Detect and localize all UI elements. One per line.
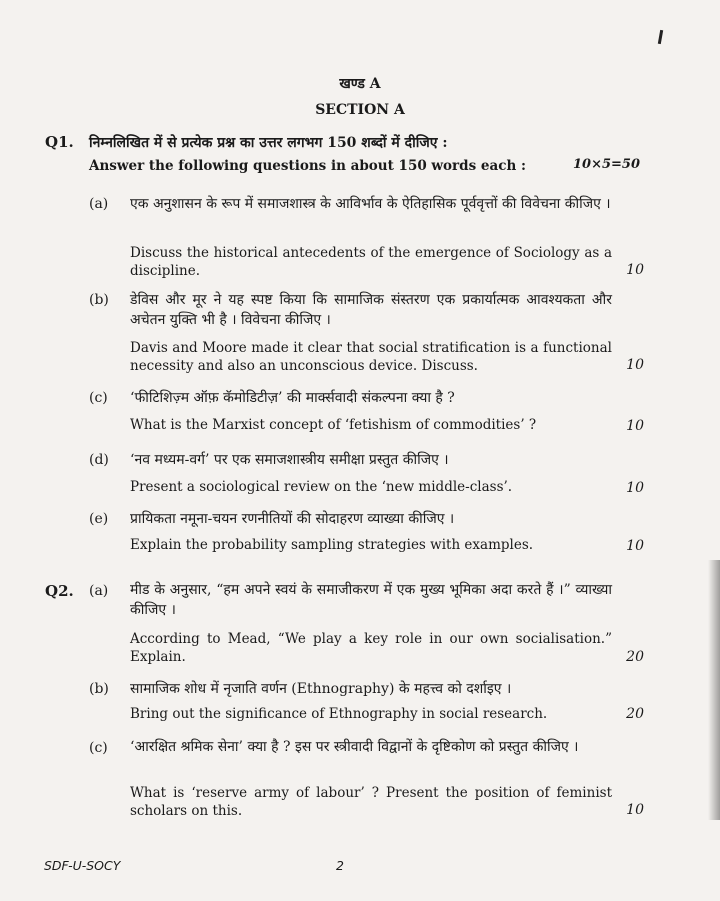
stray-mark [658, 30, 663, 44]
q1c-label: (c) [89, 390, 108, 406]
q2b-label: (b) [89, 681, 109, 697]
q2b-english: Bring out the significance of Ethnography in social research. [130, 706, 548, 722]
q2c-marks: 10 [626, 802, 644, 818]
q1a-marks: 10 [626, 262, 644, 278]
q1b-marks: 10 [626, 357, 644, 373]
section-title-english: SECTION A [315, 102, 405, 118]
q1d-hindi: ‘नव मध्यम-वर्ग’ पर एक समाजशास्त्रीय समीक्षा प्रस्तुत कीजिए । [130, 452, 449, 468]
q2b-marks: 20 [626, 706, 644, 722]
q1-number: Q1. [45, 133, 74, 151]
q2b-hindi: सामाजिक शोध में नृजाति वर्णन (Ethnography) के महत्त्व को दर्शाइए । [130, 681, 512, 697]
q1c-marks: 10 [626, 418, 644, 434]
q1d-label: (d) [89, 452, 109, 468]
q2c-english: What is ‘reserve army of labour’ ? Present the position of feminist scholars on this. [130, 785, 612, 819]
q1e-english: Explain the probability sampling strategies with examples. [130, 537, 534, 553]
q2c-hindi: ‘आरक्षित श्रमिक सेना’ क्या है ? इस पर स्त्रीवादी विद्वानों के दृष्टिकोण को प्रस्तुत कीजिए । [130, 739, 579, 755]
q1b-label: (b) [89, 292, 109, 308]
q1e-label: (e) [89, 511, 109, 527]
q1e-hindi: प्रायिकता नमूना-चयन रणनीतियों की सोदाहरण व्याख्या कीजिए । [130, 511, 455, 527]
paper-code: SDF-U-SOCY [44, 858, 121, 873]
q2a-hindi: मीड के अनुसार, “हम अपने स्वयं के समाजीकरण में एक मुख्य भूमिका अदा करते हैं ।” व्याख्या कीजिए । [130, 582, 612, 618]
q1d-marks: 10 [626, 480, 644, 496]
q1-total-marks: 10×5=50 [572, 157, 640, 172]
q1-instruction-hindi: निम्नलिखित में से प्रत्येक प्रश्न का उत्तर लगभग 150 शब्दों में दीजिए : [89, 135, 448, 151]
scan-edge-shadow [708, 560, 720, 820]
q1c-hindi: ‘फीटिशिज़्म ऑफ़ कॅमोडिटीज़’ की मार्क्सवादी संकल्पना क्या है ? [130, 390, 455, 406]
q1c-english: What is the Marxist concept of ‘fetishism of commodities’ ? [130, 417, 537, 433]
section-title-hindi: खण्ड A [339, 76, 381, 92]
q1b-english: Davis and Moore made it clear that social stratification is a functional necessity and also an unconscious device. Discuss. [130, 340, 612, 374]
q1b-hindi: डेविस और मूर ने यह स्पष्ट किया कि सामाजिक संस्तरण एक प्रकार्यात्मक आवश्यकता और अचेतन युक्ति भी है । विवेचना कीजिए । [130, 292, 612, 328]
q2a-english: According to Mead, “We play a key role in our own socialisation.” Explain. [130, 631, 612, 665]
q1a-english: Discuss the historical antecedents of the emergence of Sociology as a discipline. [130, 245, 612, 279]
q1a-label: (a) [89, 196, 109, 212]
page-number: 2 [336, 858, 344, 873]
q2a-label: (a) [89, 583, 109, 599]
q1d-english: Present a sociological review on the ‘new middle-class’. [130, 479, 513, 495]
q2c-label: (c) [89, 740, 108, 756]
q2a-marks: 20 [626, 649, 644, 665]
q1a-hindi: एक अनुशासन के रूप में समाजशास्त्र के आविर्भाव के ऐतिहासिक पूर्ववृत्तों की विवेचना कीजिए । [130, 196, 611, 212]
q1e-marks: 10 [626, 538, 644, 554]
q1-instruction-english: Answer the following questions in about 150 words each : [89, 158, 526, 174]
q2-number: Q2. [45, 582, 74, 600]
